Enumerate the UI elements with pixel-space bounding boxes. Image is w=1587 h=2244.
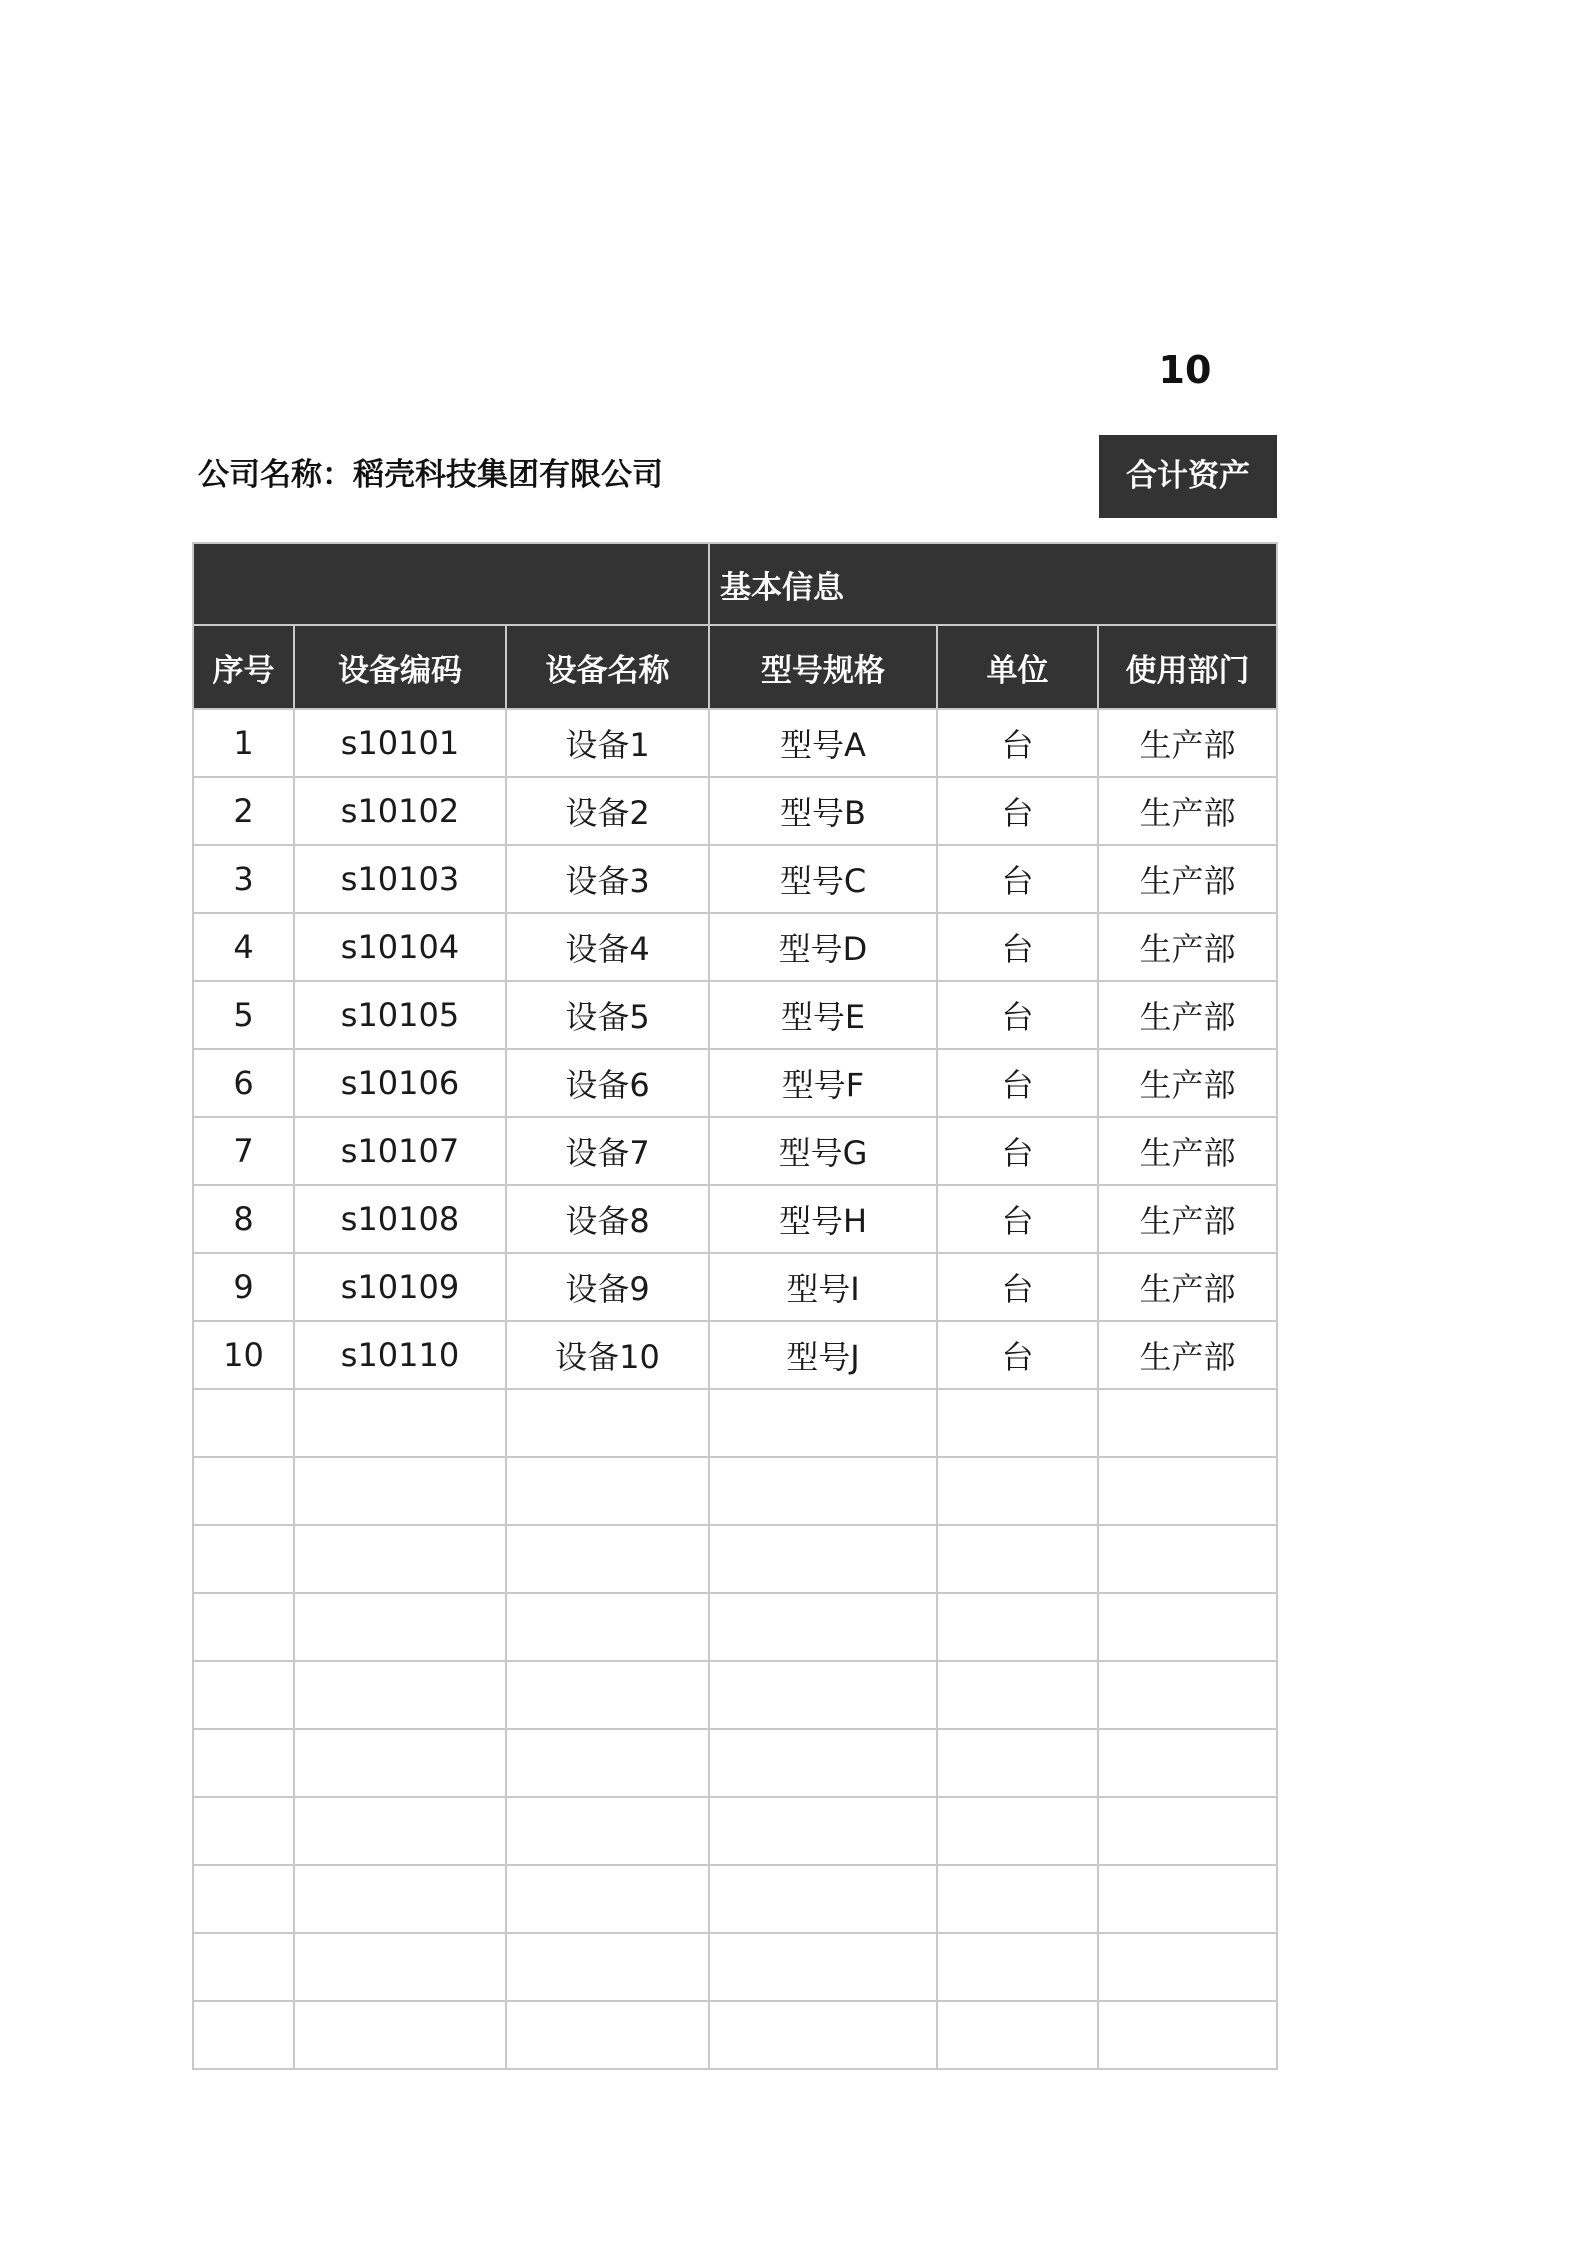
table-row	[193, 913, 1277, 981]
cell-model	[709, 1525, 937, 1593]
cell-name: 设备4	[506, 913, 709, 981]
cell-code: s10105	[294, 981, 506, 1049]
cell-department: 生产部	[1098, 1185, 1277, 1253]
cell-code	[294, 1865, 506, 1933]
cell-code	[294, 1729, 506, 1797]
cell-model: 型号F	[709, 1049, 937, 1117]
cell-index	[193, 1865, 294, 1933]
cell-name: 设备8	[506, 1185, 709, 1253]
column-header-department: 使用部门	[1098, 625, 1277, 709]
cell-department: 生产部	[1098, 981, 1277, 1049]
cell-department: 生产部	[1098, 777, 1277, 845]
cell-index	[193, 1525, 294, 1593]
cell-unit	[937, 1525, 1098, 1593]
cell-index: 4	[193, 913, 294, 981]
cell-unit: 台	[937, 981, 1098, 1049]
cell-unit: 台	[937, 1321, 1098, 1389]
cell-name: 设备9	[506, 1253, 709, 1321]
cell-unit: 台	[937, 1253, 1098, 1321]
table-row	[193, 845, 1277, 913]
cell-index: 2	[193, 777, 294, 845]
cell-department	[1098, 1933, 1277, 2001]
cell-department: 生产部	[1098, 1321, 1277, 1389]
cell-code: s10103	[294, 845, 506, 913]
cell-index: 3	[193, 845, 294, 913]
cell-unit: 台	[937, 777, 1098, 845]
cell-code: s10109	[294, 1253, 506, 1321]
cell-unit	[937, 1865, 1098, 1933]
cell-index	[193, 1593, 294, 1661]
cell-department: 生产部	[1098, 709, 1277, 777]
cell-name	[506, 1593, 709, 1661]
cell-name: 设备6	[506, 1049, 709, 1117]
cell-unit	[937, 1661, 1098, 1729]
table-row	[193, 1321, 1277, 1389]
asset-table	[192, 542, 1278, 2070]
cell-code: s10102	[294, 777, 506, 845]
cell-name	[506, 1865, 709, 1933]
cell-model	[709, 1865, 937, 1933]
cell-model	[709, 1933, 937, 2001]
table-row	[193, 1049, 1277, 1117]
cell-name: 设备3	[506, 845, 709, 913]
column-header-row	[193, 625, 1277, 709]
table-row	[193, 709, 1277, 777]
table-row	[193, 1661, 1277, 1729]
cell-department	[1098, 1525, 1277, 1593]
group-header-blank	[193, 543, 709, 625]
cell-unit: 台	[937, 1049, 1098, 1117]
cell-code: s10101	[294, 709, 506, 777]
cell-index: 5	[193, 981, 294, 1049]
group-header-row	[193, 543, 1277, 625]
table-row	[193, 1457, 1277, 1525]
cell-index	[193, 1729, 294, 1797]
cell-name	[506, 1729, 709, 1797]
cell-unit: 台	[937, 709, 1098, 777]
cell-name	[506, 1525, 709, 1593]
cell-index	[193, 1457, 294, 1525]
table-row	[193, 2001, 1277, 2069]
cell-index: 7	[193, 1117, 294, 1185]
cell-name	[506, 1797, 709, 1865]
total-assets-label: 合计资产	[1099, 435, 1277, 518]
total-assets-value: 10	[1158, 348, 1212, 392]
cell-index: 1	[193, 709, 294, 777]
cell-index	[193, 1797, 294, 1865]
cell-department	[1098, 1389, 1277, 1457]
cell-index: 9	[193, 1253, 294, 1321]
cell-code: s10104	[294, 913, 506, 981]
cell-index	[193, 1389, 294, 1457]
cell-model: 型号C	[709, 845, 937, 913]
cell-name: 设备1	[506, 709, 709, 777]
cell-model	[709, 2001, 937, 2069]
cell-unit: 台	[937, 913, 1098, 981]
cell-model	[709, 1729, 937, 1797]
cell-code: s10106	[294, 1049, 506, 1117]
cell-department	[1098, 1865, 1277, 1933]
cell-index	[193, 1933, 294, 2001]
cell-department	[1098, 2001, 1277, 2069]
table-row	[193, 1185, 1277, 1253]
cell-model: 型号I	[709, 1253, 937, 1321]
cell-unit	[937, 2001, 1098, 2069]
cell-model: 型号A	[709, 709, 937, 777]
table-row	[193, 1933, 1277, 2001]
table-row	[193, 1593, 1277, 1661]
cell-department: 生产部	[1098, 913, 1277, 981]
table-row	[193, 1797, 1277, 1865]
cell-name	[506, 2001, 709, 2069]
cell-index: 6	[193, 1049, 294, 1117]
column-header-model: 型号规格	[709, 625, 937, 709]
cell-model: 型号D	[709, 913, 937, 981]
cell-department	[1098, 1457, 1277, 1525]
cell-code	[294, 1457, 506, 1525]
table-row	[193, 1253, 1277, 1321]
cell-model	[709, 1457, 937, 1525]
cell-department: 生产部	[1098, 1049, 1277, 1117]
cell-department	[1098, 1661, 1277, 1729]
cell-model	[709, 1661, 937, 1729]
cell-model	[709, 1389, 937, 1457]
table-row	[193, 777, 1277, 845]
cell-unit	[937, 1389, 1098, 1457]
asset-table-body	[193, 709, 1277, 2069]
cell-index	[193, 1661, 294, 1729]
table-row	[193, 1729, 1277, 1797]
column-header-name: 设备名称	[506, 625, 709, 709]
cell-unit: 台	[937, 1185, 1098, 1253]
column-header-code: 设备编码	[294, 625, 506, 709]
cell-code	[294, 1389, 506, 1457]
cell-name: 设备7	[506, 1117, 709, 1185]
cell-department: 生产部	[1098, 1253, 1277, 1321]
cell-code	[294, 1525, 506, 1593]
cell-name	[506, 1389, 709, 1457]
table-row	[193, 1117, 1277, 1185]
cell-name: 设备10	[506, 1321, 709, 1389]
cell-name: 设备5	[506, 981, 709, 1049]
cell-unit	[937, 1797, 1098, 1865]
cell-code: s10110	[294, 1321, 506, 1389]
cell-code	[294, 1933, 506, 2001]
table-row	[193, 1525, 1277, 1593]
cell-model: 型号E	[709, 981, 937, 1049]
cell-name: 设备2	[506, 777, 709, 845]
cell-code	[294, 1661, 506, 1729]
cell-index: 8	[193, 1185, 294, 1253]
cell-unit	[937, 1729, 1098, 1797]
cell-name	[506, 1457, 709, 1525]
cell-unit	[937, 1457, 1098, 1525]
cell-unit: 台	[937, 845, 1098, 913]
cell-model	[709, 1593, 937, 1661]
cell-code	[294, 2001, 506, 2069]
cell-index: 10	[193, 1321, 294, 1389]
table-row	[193, 981, 1277, 1049]
cell-model: 型号J	[709, 1321, 937, 1389]
cell-department: 生产部	[1098, 845, 1277, 913]
company-name: 公司名称：稻壳科技集团有限公司	[198, 457, 663, 493]
table-row	[193, 1389, 1277, 1457]
cell-department	[1098, 1797, 1277, 1865]
cell-department: 生产部	[1098, 1117, 1277, 1185]
table-row	[193, 1865, 1277, 1933]
cell-code: s10108	[294, 1185, 506, 1253]
cell-code	[294, 1797, 506, 1865]
cell-department	[1098, 1593, 1277, 1661]
cell-model: 型号B	[709, 777, 937, 845]
cell-model: 型号H	[709, 1185, 937, 1253]
cell-unit: 台	[937, 1117, 1098, 1185]
group-header-basic-info: 基本信息	[709, 543, 1277, 625]
column-header-index: 序号	[193, 625, 294, 709]
cell-code	[294, 1593, 506, 1661]
cell-department	[1098, 1729, 1277, 1797]
cell-code: s10107	[294, 1117, 506, 1185]
cell-unit	[937, 1933, 1098, 2001]
cell-model: 型号G	[709, 1117, 937, 1185]
column-header-unit: 单位	[937, 625, 1098, 709]
cell-name	[506, 1661, 709, 1729]
cell-model	[709, 1797, 937, 1865]
cell-name	[506, 1933, 709, 2001]
cell-index	[193, 2001, 294, 2069]
cell-unit	[937, 1593, 1098, 1661]
